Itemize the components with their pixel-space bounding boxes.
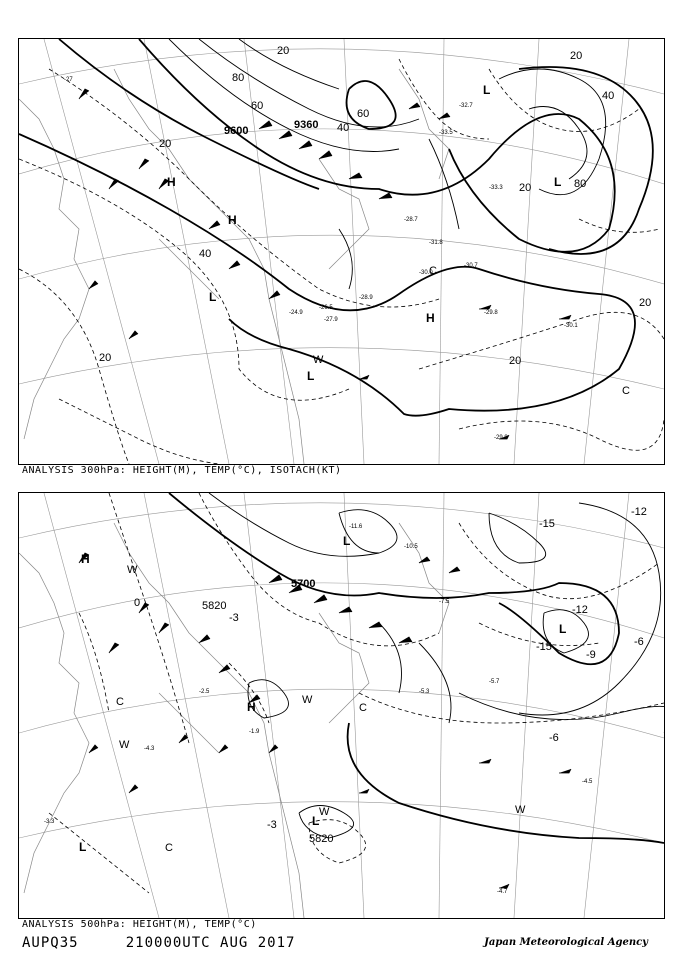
height-contours-300 — [19, 39, 653, 416]
temp-label: -28.7 — [404, 217, 418, 223]
warm-center: W — [313, 354, 324, 366]
low-center: L — [559, 622, 567, 636]
isotach-label: 60 — [251, 100, 264, 112]
high-center: H — [167, 175, 176, 189]
map-300hpa — [19, 39, 664, 464]
low-center: L — [307, 369, 315, 383]
temp-label: -12 — [572, 604, 588, 616]
height-label-5820: 5820 — [309, 833, 334, 845]
temp-value: -11.6 — [349, 524, 363, 530]
isotach-label: 20 — [639, 297, 652, 309]
isotach-label: 20 — [159, 138, 172, 150]
isotach-label: 80 — [574, 178, 587, 190]
temp-value: -3.3 — [44, 819, 55, 825]
temp-value: -5.3 — [419, 689, 430, 695]
temp-label: -29.8 — [484, 310, 498, 316]
cold-center: C — [622, 385, 630, 397]
low-center: L — [483, 83, 491, 97]
temp-label: -9 — [586, 649, 596, 661]
warm-center: W — [302, 694, 313, 706]
temp-value: -4.5 — [582, 779, 593, 785]
height-label-5820: 5820 — [202, 600, 227, 612]
isotherms-500 — [49, 493, 664, 893]
temp-value: -10.5 — [404, 544, 418, 550]
agency-credit: Japan Meteorological Agency — [484, 937, 648, 948]
low-center: L — [554, 175, 562, 189]
isotach-label: 20 — [277, 45, 290, 57]
temp-label: -3 — [267, 819, 277, 831]
temp-value: -4.3 — [144, 746, 155, 752]
temp-label: -29.9 — [494, 435, 508, 441]
warm-center: W — [515, 804, 526, 816]
temp-label: 0 — [134, 597, 141, 609]
warm-center: W — [127, 564, 138, 576]
isotherms-300 — [19, 59, 664, 464]
isotach-label: 40 — [337, 122, 350, 134]
warm-center: W — [119, 739, 130, 751]
temp-label: -15 — [539, 518, 555, 530]
temp-label: -31.8 — [429, 240, 443, 246]
valid-time: 210000UTC AUG 2017 — [125, 935, 296, 951]
high-center: H — [228, 213, 237, 227]
low-center: L — [79, 840, 87, 854]
temp-label: -6 — [549, 732, 559, 744]
graticule-parallels — [19, 49, 664, 389]
high-center: H — [81, 552, 90, 566]
product-header — [22, 935, 295, 951]
temp-label: -24.9 — [289, 310, 303, 316]
isotach-label: 20 — [570, 50, 583, 62]
temp-value: -2.5 — [199, 689, 210, 695]
caption-500hpa: ANALYSIS 500hPa: HEIGHT(M), TEMP(°C) — [22, 919, 257, 930]
temp-label: -33.5 — [439, 130, 453, 136]
height-label-5700: 5700 — [291, 578, 316, 590]
isotach-label: 60 — [357, 108, 370, 120]
low-center: L — [343, 534, 351, 548]
temp-value: -4.7 — [497, 889, 508, 895]
temp-label: -27 — [64, 77, 73, 83]
cold-center: C — [165, 842, 173, 854]
cold-center: C — [116, 696, 124, 708]
low-center: L — [209, 290, 217, 304]
temp-value: -5.7 — [489, 679, 500, 685]
isotach-label: 20 — [99, 352, 112, 364]
temp-label: -12 — [631, 506, 647, 518]
high-center: H — [247, 700, 256, 714]
isotach-label: 40 — [199, 248, 212, 260]
isotach-label: 20 — [509, 355, 522, 367]
temp-label: -3 — [229, 612, 239, 624]
wind-barbs-300 — [79, 89, 571, 439]
warm-center: W — [319, 806, 330, 818]
temp-label: -30.1 — [564, 323, 578, 329]
chart-500hpa — [18, 492, 665, 919]
high-center: H — [426, 311, 435, 325]
temp-label: -6 — [634, 636, 644, 648]
cold-center: C — [359, 702, 367, 714]
temp-label: -27.9 — [324, 317, 338, 323]
temp-label: -30.7 — [464, 263, 478, 269]
height-label-9360: 9360 — [294, 119, 319, 131]
temp-value: -7.5 — [439, 599, 450, 605]
height-label-9600: 9600 — [224, 125, 249, 137]
temp-label: -26.5 — [319, 305, 333, 311]
temp-label: -30.0 — [419, 270, 433, 276]
temp-label: -28.9 — [359, 295, 373, 301]
product-code: AUPQ35 — [22, 935, 79, 951]
caption-300hpa: ANALYSIS 300hPa: HEIGHT(M), TEMP(°C), ISOTACH(KT) — [22, 465, 342, 476]
coastlines-500 — [19, 523, 449, 918]
temp-label: -32.7 — [459, 103, 473, 109]
isotach-label: 80 — [232, 72, 245, 84]
chart-300hpa — [18, 38, 665, 465]
graticule-parallels — [19, 503, 664, 843]
temp-label: -15 — [536, 641, 552, 653]
temp-label: -33.3 — [489, 185, 503, 191]
temp-value: -1.9 — [249, 729, 260, 735]
low-center: L — [312, 814, 320, 828]
isotach-label: 20 — [519, 182, 532, 194]
cold-center: C — [429, 265, 437, 277]
map-500hpa — [19, 493, 664, 918]
isotach-label: 40 — [602, 90, 615, 102]
